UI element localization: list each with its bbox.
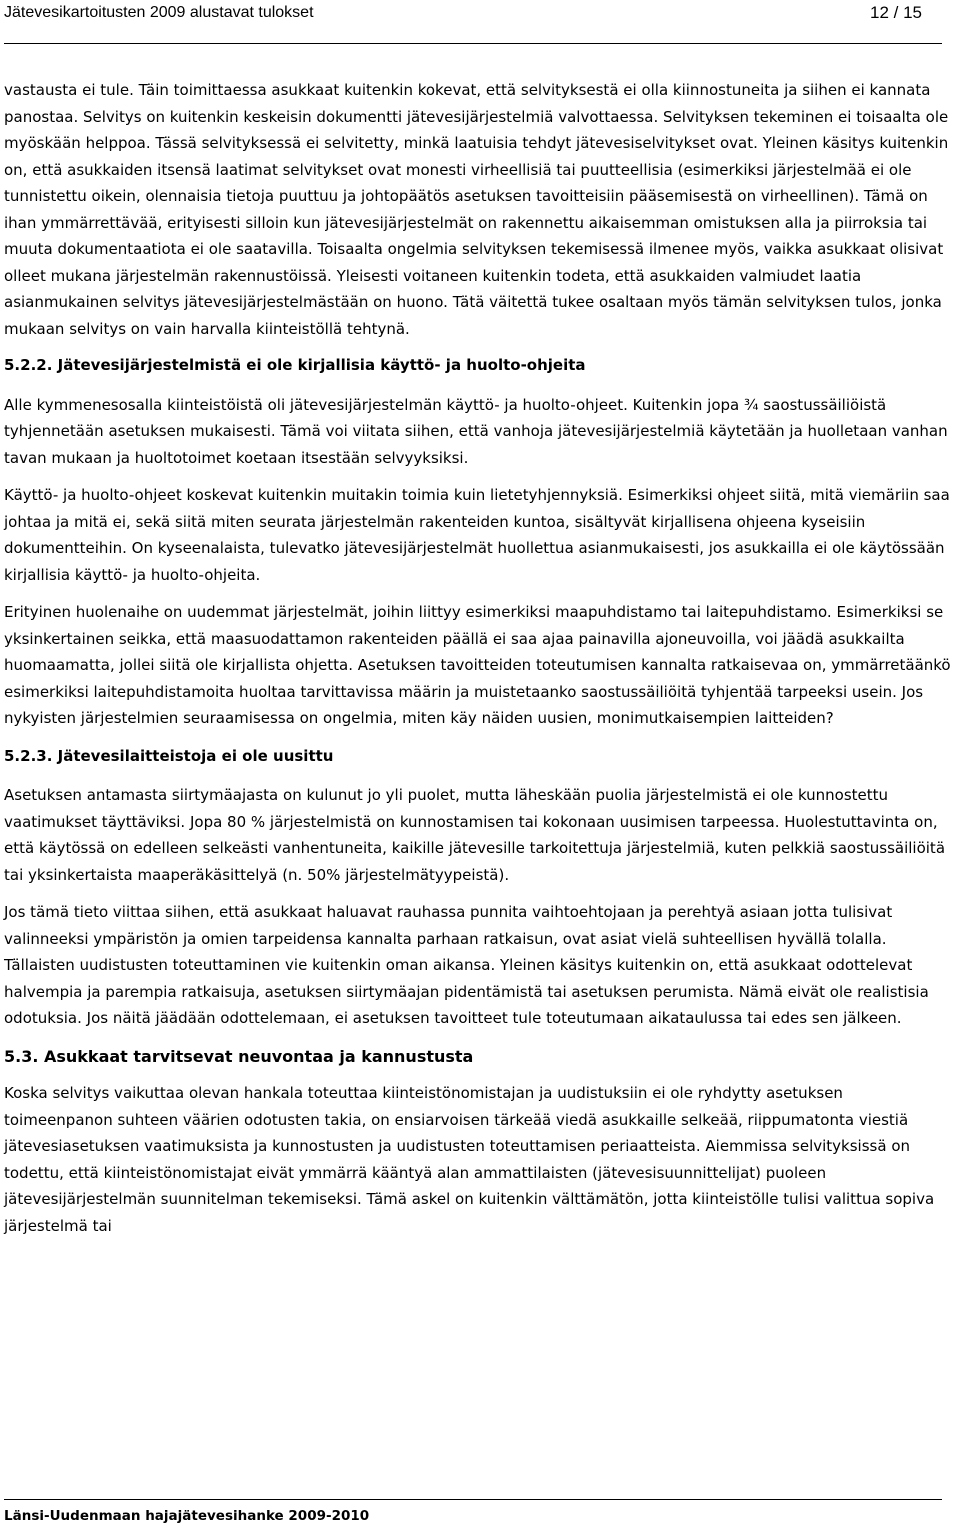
- page-footer: Länsi-Uudenmaan hajajätevesihanke 2009-2010: [4, 1508, 370, 1524]
- paragraph: vastausta ei tule. Täin toimittaessa asukkaat kuitenkin kokevat, että selvityksestä ei olla kiinnostuneita ja siihen ei kannata panostaa. Selvitys on kuitenkin keskeisin dokumentti jätevesijärjestelmiä valvottaessa. Selvityksen tekeminen ei toisaalta ole myöskään helppoa. Tässä selvityksessä ei selvitetty, minkä laatuisia tehdyt jätevesiselvitykset ovat. Yleinen käsitys kuitenkin on, että asukkaiden itsensä laatimat selvitykset ovat monesti virheellisiä tai puutteellisia (esimerkiksi järjestelmää ei ole tunnistettu oikein, olennaisia tietoja puuttuu ja johtopäätös asetuksen tavoitteisiin pääsemisestä on virheellinen). Tämä on ihan ymmärrettävää, erityisesti silloin kun jätevesijärjestelmät on rakennettu aikaisemman omistuksen alla ja piirroksia tai muuta dokumentaatiota ei ole saatavilla. Toisaalta ongelmia selvityksen tekemisessä ilmenee myös, vaikka asukkaat olisivat olleet mukana järjestelmän rakennustöissä. Yleisesti voitaneen kuitenkin todeta, että asukkaiden valmiudet laatia asianmukainen selvitys jätevesijärjestelmästään on huono. Tätä väitettä tukee osaltaan myös tämän selvityksen tulos, jonka mukaan selvitys on vain harvalla kiinteistöllä tehtynä.: [4, 81, 949, 338]
- paragraph: Alle kymmenesosalla kiinteistöistä oli jätevesijärjestelmän käyttö- ja huolto-ohjeet. Kuitenkin jopa ¾ saostussäiliöistä tyhjennetään asetuksen mukaisesti. Tämä voi viitata siihen, että vanhoja jätevesijärjestelmiä käytetään ja huolletaan vanhan tavan mukaan ja huoltotoimet koetaan itsestään selvyyksiksi.: [4, 395, 948, 467]
- page-number: 12 / 15: [870, 3, 922, 22]
- paragraph: Käyttö- ja huolto-ohjeet koskevat kuitenkin muitakin toimia kuin lietetyhjennyksiä. Esimerkiksi ohjeet siitä, mitä viemäriin saa johtaa ja mitä ei, sekä siitä miten seurata järjestelmän rakenteiden kuntoa, sisältyvät kirjallisena ohjeena kyseisiin dokumentteihin. On kyseenalaista, tulevatko jätevesijärjestelmät huollettua asianmukaisesti, jos asukkailla ei ole käytössään kirjallisia käyttö- ja huolto-ohjeita.: [4, 486, 950, 584]
- section-heading-5-2-2: 5.2.2. Jätevesijärjestelmistä ei ole kirjallisia käyttö- ja huolto-ohjeita: [4, 356, 586, 374]
- paragraph: Erityinen huolenaihe on uudemmat järjestelmät, joihin liittyy esimerkiksi maapuhdistamo tai laitepuhdistamo. Esimerkiksi se yksinkertainen seikka, että maasuodattamon rakenteiden päällä ei saa ajaa painavilla ajoneuvoilla, voi jäädä asukkailta huomaamatta, jollei siitä ole kirjallista ohjetta. Asetuksen tavoitteiden toteutumisen kannalta ratkaisevaa on, ymmärretäänkö esimerkiksi laitepuhdistamoita huoltaa tarvittavissa määrin ja muistetaanko saostussäiliöitä tyhjentää tarpeeksi usein. Jos nykyisten järjestelmien seuraamisessa on ongelmia, miten käy näiden uusien, monimutkaisempien laitteiden?: [4, 603, 951, 727]
- paragraph: Jos tämä tieto viittaa siihen, että asukkaat haluavat rauhassa punnita vaihtoehtojaan ja perehtyä asiaan jotta tulisivat valinneeksi ympäristön ja omien tarpeidensa kannalta parhaan ratkaisun, ovat asiat vielä suhteellisen hyvällä tolalla. Tällaisten uudistusten toteuttaminen vie kuitenkin oman aikansa. Yleinen käsitys kuitenkin on, että asukkaat odottelevat halvempia ja parempia ratkaisuja, asetuksen siirtymäajan pidentämistä tai asetuksen perumista. Nämä eivät ole realistisia odotuksia. Jos näitä jäädään odottelemaan, ei asetuksen tavoitteet tule toteutumaan aikataulussa tai edes sen jälkeen.: [4, 903, 929, 1027]
- section-heading-5-3: 5.3. Asukkaat tarvitsevat neuvontaa ja kannustusta: [4, 1046, 474, 1066]
- footer-divider: [4, 1499, 942, 1500]
- paragraph: Koska selvitys vaikuttaa olevan hankala toteuttaa kiinteistönomistajan ja uudistuksiin ei ole ryhdytty asetuksen toimeenpanon suhteen väärien odotusten takia, on ensiarvoisen tärkeää viedä asukkaille selkeää, riippumatonta viestiä jätevesiasetuksen vaatimuksista ja kunnostusten ja uudistusten toteuttamisen periaatteista. Aiemmissa selvityksissä on todettu, että kiinteistönomistajat eivät ymmärrä kääntyä alan ammattilaisten (jätevesisuunnittelijat) puoleen jätevesijärjestelmän suunnitelman tekemiseksi. Tämä askel on kuitenkin välttämätön, jotta kiinteistölle tulisi valittua sopiva järjestelmä tai: [4, 1084, 935, 1235]
- document-title: Jätevesikartoitusten 2009 alustavat tulokset: [4, 4, 314, 21]
- section-heading-5-2-3: 5.2.3. Jätevesilaitteistoja ei ole uusittu: [4, 746, 334, 765]
- page-body: [4, 77, 954, 1250]
- paragraph: Asetuksen antamasta siirtymäajasta on kulunut jo yli puolet, mutta läheskään puolia järjestelmistä ei ole kunnostettu vaatimukset täyttäviksi. Jopa 80 % järjestelmistä on kunnostamisen tai kokonaan uusimisen tarpeessa. Huolestuttavinta on, että käytössä on edelleen selkeästi vanhentuneita, kaikille jätevesille tarkoitettuja järjestelmiä, kuten pelkkiä saostussäiliöitä tai yksinkertaista maaperäkäsittelyä (n. 50% järjestelmätyypeistä).: [4, 786, 946, 884]
- header-divider: [4, 43, 942, 44]
- page-header: [4, 2, 944, 28]
